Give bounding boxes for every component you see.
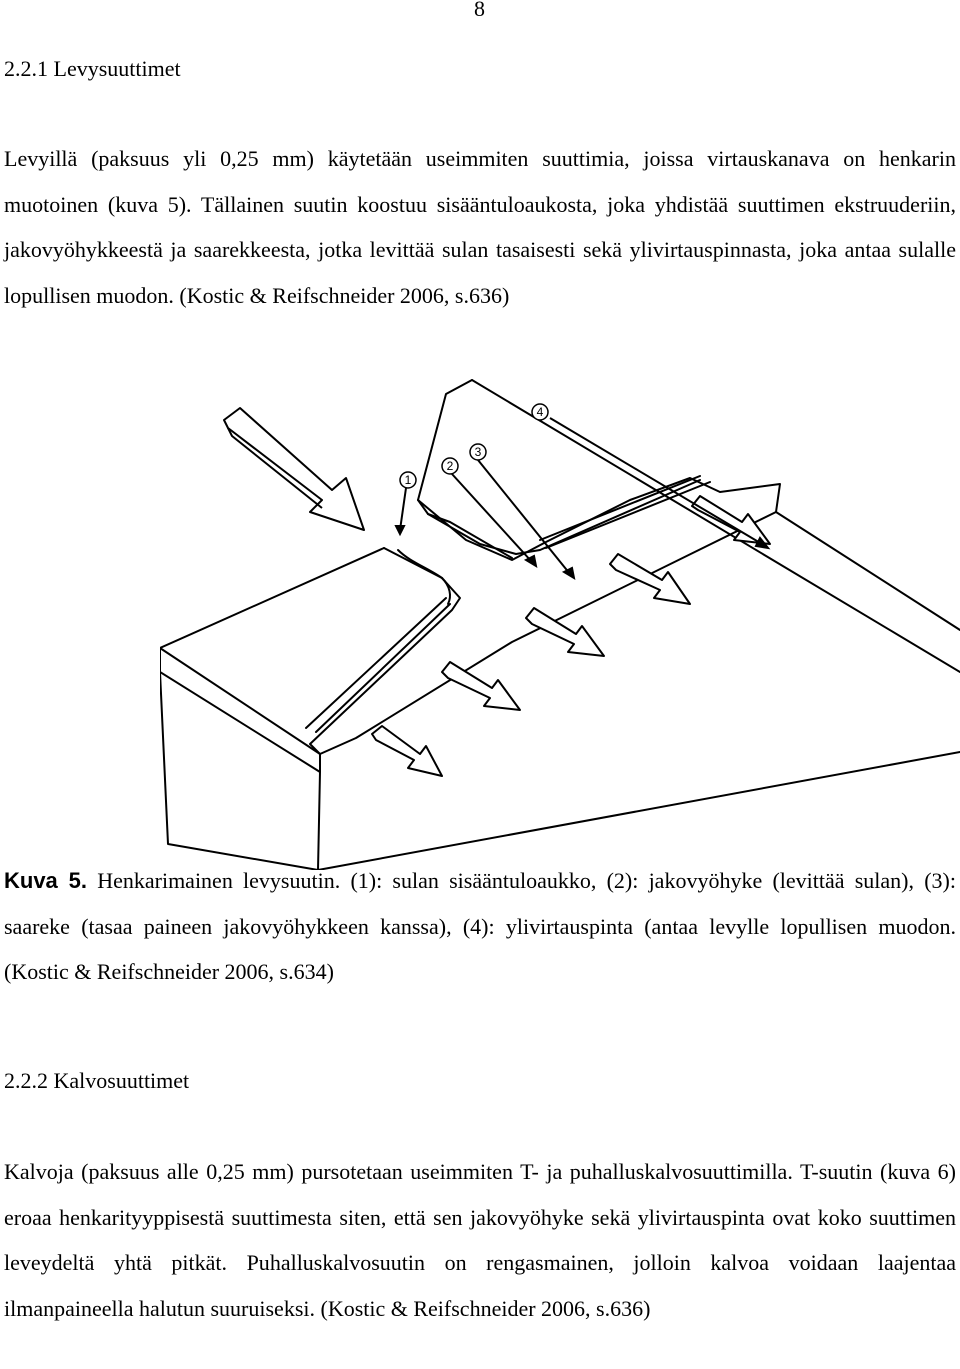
page-number: 8 [474,0,485,21]
outlet-arrow-icon [372,726,442,776]
caption-label: Kuva 5. [4,868,87,893]
outlet-arrow-icon [610,554,690,604]
callout-label-2: 2 [446,459,454,473]
section-heading-levysuuttimet: 2.2.1 Levysuuttimet [4,56,181,81]
callout-label-4: 4 [536,405,544,419]
coat-hanger-die-figure [160,372,960,870]
outlet-arrow-icon [442,662,520,710]
inlet-arrow-icon [224,408,364,530]
callout-label-1: 1 [404,473,412,487]
callout-label-3: 3 [474,445,482,459]
paragraph-kalvosuuttimet: Kalvoja (paksuus alle 0,25 mm) pursotetaan useimmiten T- ja puhalluskalvosuuttimilla. T-suutin (kuva 6) eroaa henkarityyppisestä suuttimesta siten, että sen jakovyöhyke sekä ylivirtauspinta ovat koko suuttimen leveydeltä yhtä pitkät. Puhalluskalvosuutin on rengasmainen, jolloin kalvoa voidaan laajentaa ilmanpaineella halutun suuruiseksi. (Kostic & Reifschneider 2006, s.636) [4,1159,956,1321]
paragraph-levysuuttimet: Levyillä (paksuus yli 0,25 mm) käytetään useimmiten suuttimia, joissa virtauskanava on henkarin muotoinen (kuva 5). Tällainen suutin koostuu sisääntuloaukosta, joka yhdistää suuttimen ekstruuderiin, jakovyöhykkeestä ja saarekkeesta, jotka levittää sulan tasaisesti sekä ylivirtauspinnasta, joka antaa sulalle lopullisen muodon. (Kostic & Reifschneider 2006, s.636) [4,146,956,308]
section-heading-kalvosuuttimet: 2.2.2 Kalvosuuttimet [4,1068,190,1093]
figure-caption [4,858,956,995]
caption-text: Henkarimainen levysuutin. (1): sulan sisääntuloaukko, (2): jakovyöhyke (levittää sulan), (3): saareke (tasaa paineen jakovyöhykkeen kanssa), (4): ylivirtauspinta (antaa levylle lopullisen muodon. (Kostic & Reifschneider 2006, s.634) [4,868,956,984]
